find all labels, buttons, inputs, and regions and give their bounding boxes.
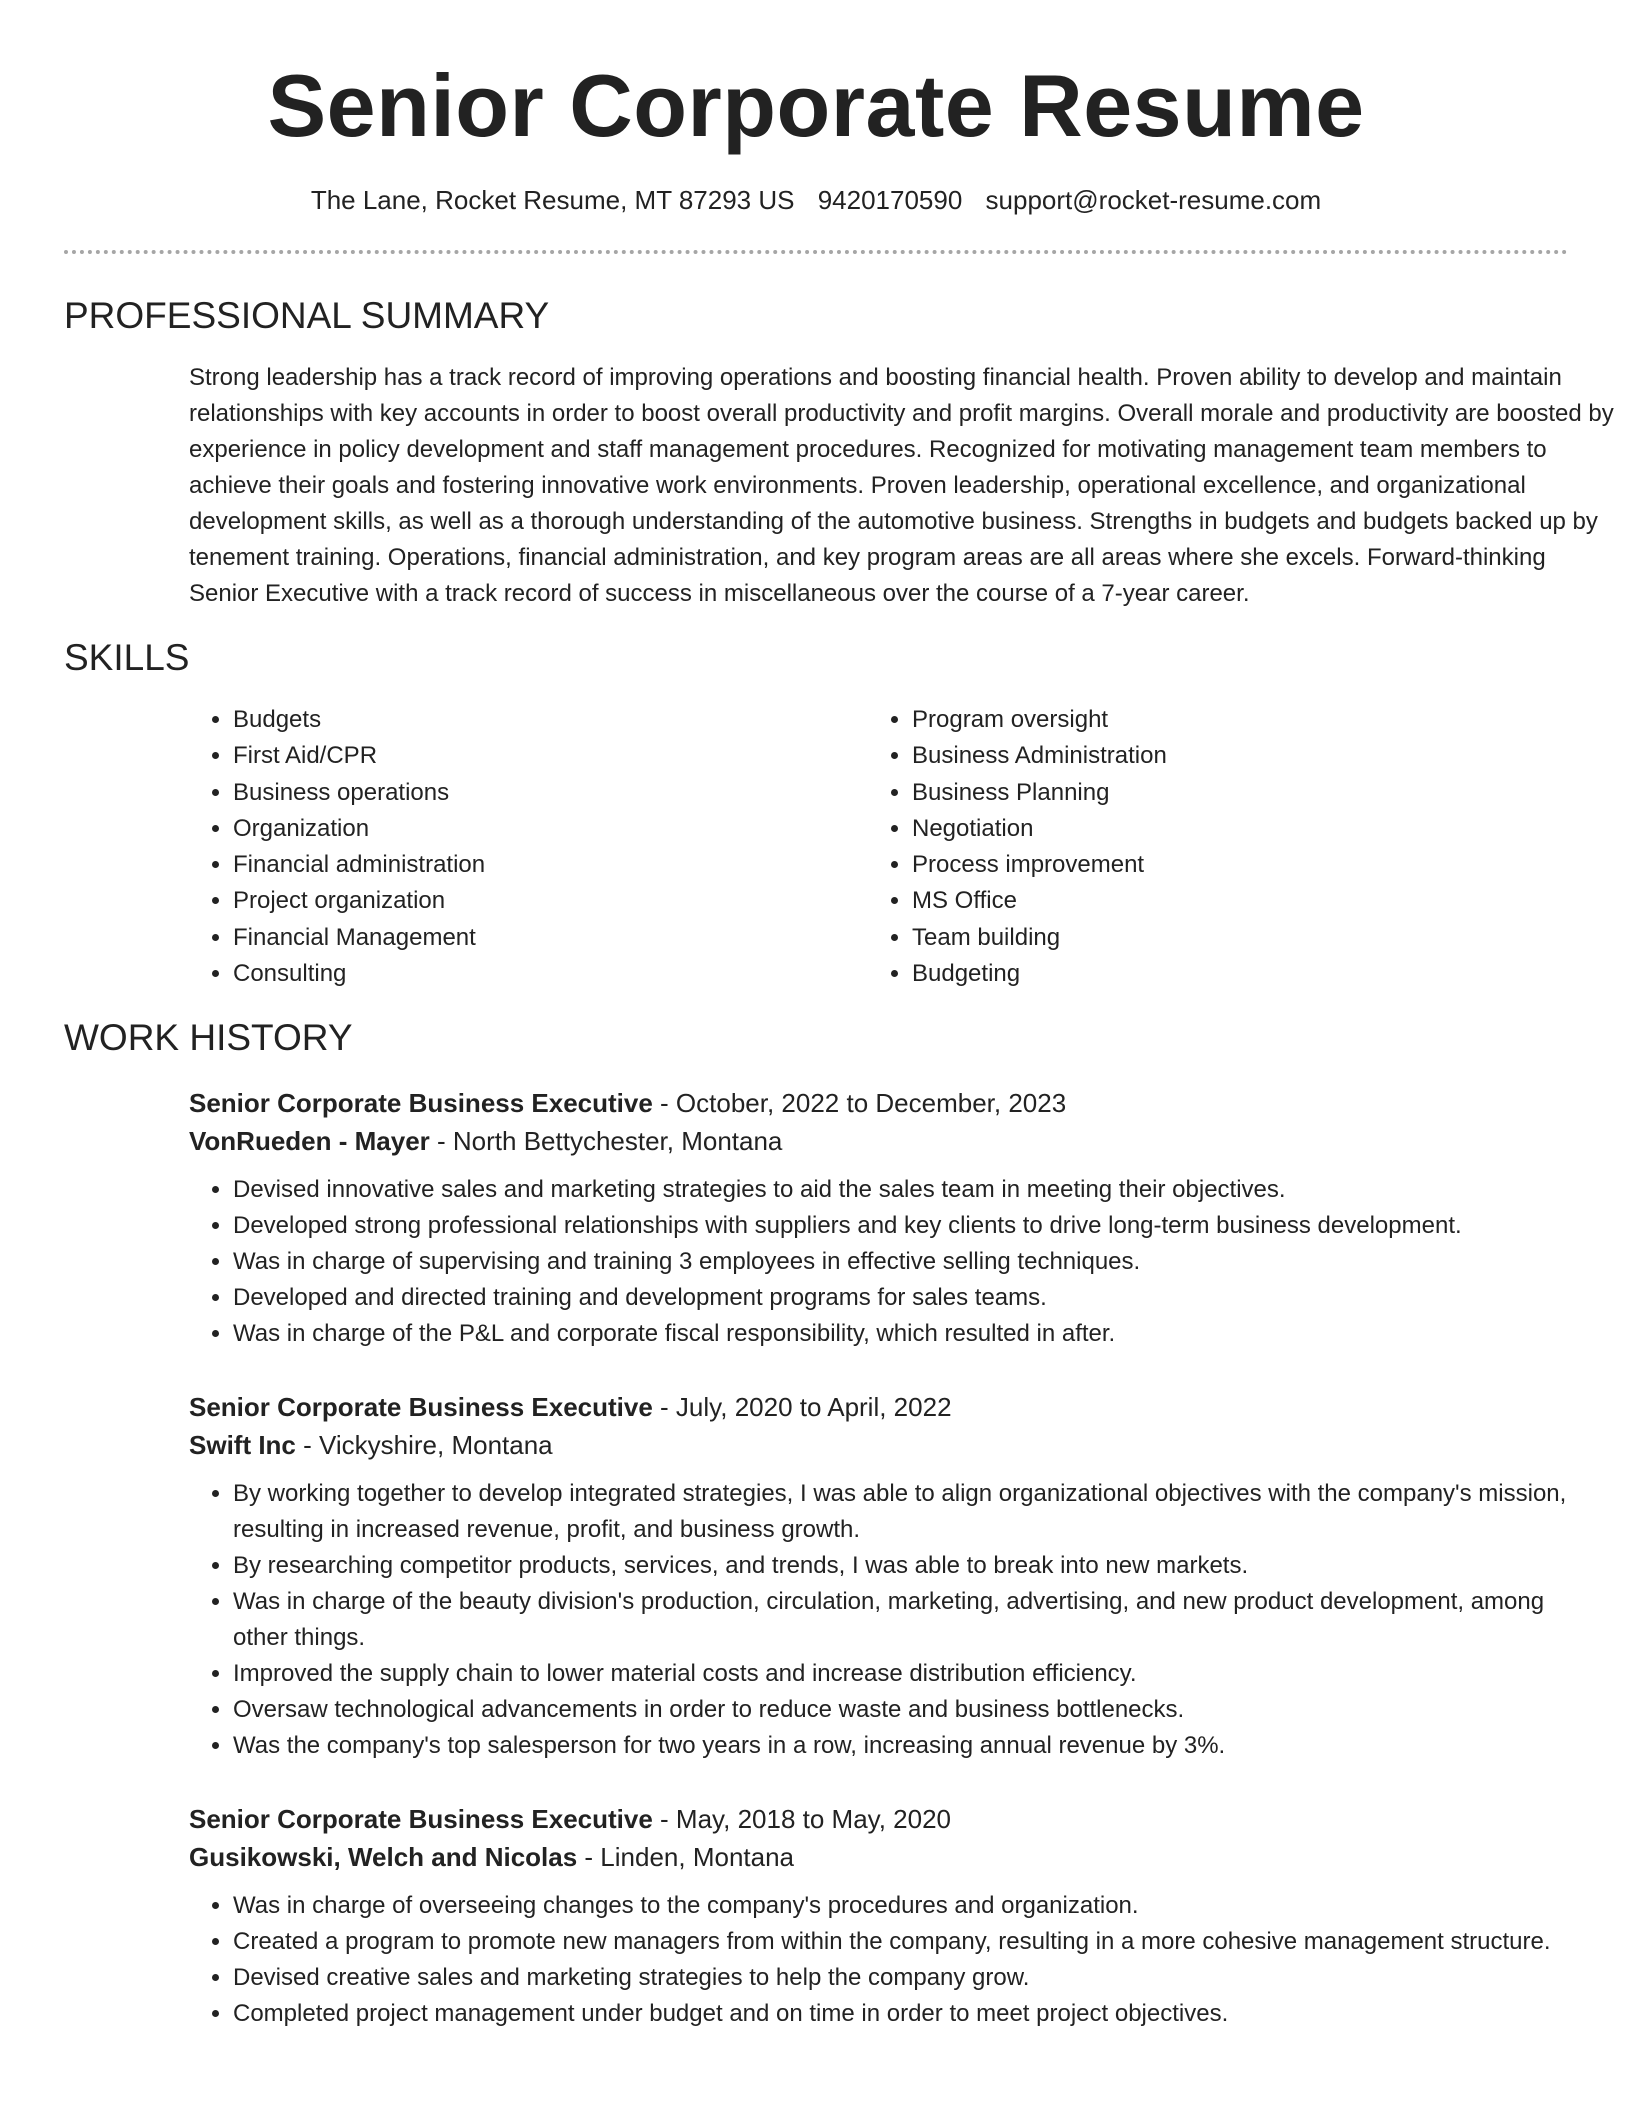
summary-heading: PROFESSIONAL SUMMARY [64,295,550,336]
skill-item: • First Aid/CPR [233,738,868,774]
contact-email: support@rocket-resume.com [985,185,1322,215]
skills-section [0,636,1632,992]
resume-name: Senior Corporate Resume [267,56,1365,155]
skill-item: • Process improvement [912,847,1547,883]
job-bullet: • Developed and directed training and development programs for sales teams. [233,1280,1583,1316]
job-dates: - October, 2022 to December, 2023 [652,1088,1067,1119]
job-entry [189,1388,1568,1764]
contact-line [0,184,1632,216]
job-bullets [189,1476,1583,1764]
work-history-section [0,1016,1632,2032]
skill-item: • Business Planning [912,775,1547,811]
summary-text: Strong leadership has a track record of improving operations and boosting financial health. Proven ability to develop and maintain relationships with key accounts in order to boost overall productivity and profit margins. Overall morale and productivity are boosted by experience in policy development and staff management procedures. Recognized for motivating management team members to achieve their goals and fostering innovative work environments. Proven leadership, operational excellence, and organizational development skills, as well as a thorough understanding of the automotive business. Strengths in budgets and budgets backed up by tenement training. Operations, financial administration, and key program areas are all areas where she excels. Forward-thinking Senior Executive with a track record of success in miscellaneous over the course of a 7-year career. [189,364,1614,607]
job-bullet: • Completed project management under budget and on time in order to meet project objectives. [233,1996,1583,2032]
skill-item: • Business operations [233,775,868,811]
job-dates: - May, 2018 to May, 2020 [652,1804,952,1835]
job-company: Swift Inc [189,1430,296,1461]
skill-item: • MS Office [912,883,1547,919]
skills-column-right [868,702,1547,992]
job-bullet: • Developed strong professional relationships with suppliers and key clients to drive long-term business development. [233,1208,1583,1244]
job-dates: - July, 2020 to April, 2022 [652,1392,952,1423]
skill-item: • Business Administration [912,738,1547,774]
job-bullet: • Was in charge of supervising and training 3 employees in effective selling techniques. [233,1244,1583,1280]
skill-item: • Budgets [233,702,868,738]
summary-section [0,294,1632,612]
job-bullet: • By researching competitor products, services, and trends, I was able to break into new markets. [233,1548,1583,1584]
skills-grid [189,702,1568,992]
job-bullet: • By working together to develop integrated strategies, I was able to align organizational objectives with the company's mission, resulting in increased revenue, profit, and business growth. [233,1476,1583,1548]
job-title-line [189,1388,1568,1426]
job-bullet: • Oversaw technological advancements in order to reduce waste and business bottlenecks. [233,1692,1583,1728]
job-title-line [189,1084,1568,1122]
skill-item: • Organization [233,811,868,847]
skill-item: • Financial Management [233,920,868,956]
job-company-line [189,1426,1568,1464]
skill-item: • Financial administration [233,847,868,883]
header-divider [64,250,1568,254]
job-bullet: • Devised creative sales and marketing strategies to help the company grow. [233,1960,1583,1996]
job-title: Senior Corporate Business Executive [189,1392,653,1423]
job-title: Senior Corporate Business Executive [189,1804,653,1835]
job-title: Senior Corporate Business Executive [189,1088,653,1119]
skills-heading: SKILLS [64,637,190,678]
skill-item: • Budgeting [912,956,1547,992]
skill-item: • Negotiation [912,811,1547,847]
job-bullet: • Devised innovative sales and marketing strategies to aid the sales team in meeting their objectives. [233,1172,1583,1208]
skills-column-left [189,702,868,992]
job-title-line [189,1800,1568,1838]
job-company: Gusikowski, Welch and Nicolas [189,1842,578,1873]
job-bullet: • Was in charge of overseeing changes to the company's procedures and organization. [233,1888,1583,1924]
job-bullet: • Was the company's top salesperson for two years in a row, increasing annual revenue by 3%. [233,1728,1583,1764]
contact-phone: 9420170590 [817,185,963,215]
job-location: - Linden, Montana [577,1842,795,1873]
contact-address: The Lane, Rocket Resume, MT 87293 US [310,185,795,215]
resume-header [0,0,1632,216]
job-bullets [189,1172,1583,1352]
job-location: - Vickyshire, Montana [295,1430,553,1461]
job-company: VonRueden - Mayer [189,1126,430,1157]
job-company-line [189,1122,1568,1160]
job-bullets [189,1888,1583,2032]
job-bullet: • Improved the supply chain to lower material costs and increase distribution efficiency. [233,1656,1583,1692]
job-entry [189,1084,1568,1352]
job-company-line [189,1838,1568,1876]
skill-item: • Project organization [233,883,868,919]
job-entry [189,1800,1568,2032]
skill-item: • Team building [912,920,1547,956]
work-history-heading: WORK HISTORY [64,1017,353,1059]
job-bullet: • Was in charge of the beauty division's production, circulation, marketing, advertising, and new product development, among other things. [233,1584,1583,1656]
skill-item: • Consulting [233,956,868,992]
job-bullet: • Created a program to promote new managers from within the company, resulting in a more cohesive management structure. [233,1924,1583,1960]
job-bullet: • Was in charge of the P&L and corporate fiscal responsibility, which resulted in after. [233,1316,1583,1352]
skill-item: • Program oversight [912,702,1547,738]
job-location: - North Bettychester, Montana [429,1126,783,1157]
